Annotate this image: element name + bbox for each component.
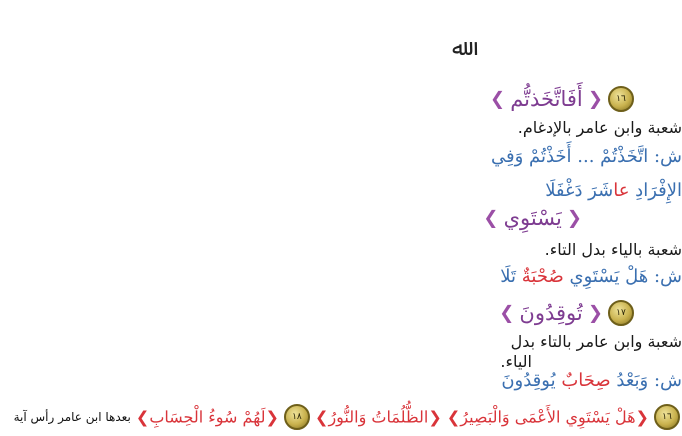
reader-code: عا: [613, 180, 630, 201]
ornament-bracket-right: ❮: [566, 207, 582, 229]
ornamental-heading-glyph: ﷲ: [452, 36, 465, 61]
quranic-word: أَفَاتَّخَذتُّم: [510, 87, 583, 111]
entry-3-note-line-2: الياء.: [500, 352, 532, 371]
ornament-bracket-left: ❯: [135, 407, 150, 427]
verse-number-badge: ١٨: [284, 404, 310, 430]
quranic-word: يَسْتَوِي: [503, 206, 562, 230]
ornament-bracket-left: ❯: [483, 207, 499, 229]
poem-text: تَلَا: [500, 266, 517, 287]
entry-1-header: [490, 86, 634, 112]
poem-text: شَرَ دَغْفَلَا: [545, 180, 614, 201]
verse-phrase: هَلْ يَسْتَوِي الأَعْمَى وَالْبَصِيرُ: [460, 407, 636, 427]
ornament-bracket-left: ❯: [499, 302, 515, 324]
ornament-bracket-left: ❯: [315, 407, 329, 427]
entry-1-poem-line-2: [545, 180, 682, 201]
verse-number-badge: ١٦: [608, 86, 634, 112]
poem-text: ش: وَبَعْدُ: [616, 370, 682, 391]
ornament-bracket-right: ❮: [635, 407, 649, 427]
entry-1-note: شعبة وابن عامر بالإدغام.: [517, 118, 682, 137]
entry-3-note-line-1: شعبة وابن عامر بالتاء بدل: [510, 332, 682, 351]
verse-number-badge: ١٧: [608, 300, 634, 326]
entry-2-poem: [500, 266, 682, 287]
ornament-bracket-right: ❮: [587, 88, 603, 110]
poem-text: الإِفْرَادِ: [635, 180, 682, 201]
reader-code: صُحْبَةٌ: [521, 266, 564, 287]
ornament-bracket-left: ❯: [490, 88, 506, 110]
quranic-word: تُوقِدُونَ: [519, 301, 583, 325]
reader-code: صِحَابٌ: [561, 370, 611, 391]
entry-1-poem-line-1: ش: اتَّخَذْتُمْ ... أَخَذْتُمْ وَفِي: [490, 146, 682, 167]
entry-3-header: [499, 300, 634, 326]
ornament-bracket-right: ❮: [587, 302, 603, 324]
verse-phrase: الظُّلُمَاتُ وَالنُّورُ: [328, 407, 429, 427]
ornament-bracket-right: ❮: [265, 407, 279, 427]
verse-phrase: لَهُمْ سُوءُ الْحِسَابِ: [149, 407, 266, 427]
ornament-bracket-left: ❯: [446, 407, 461, 427]
entry-2-note: شعبة بالياء بدل التاء.: [544, 240, 682, 259]
bottom-verse-line: [14, 404, 680, 430]
poem-text: ش: هَلْ يَسْتَوِي: [569, 266, 682, 287]
verse-number-badge: ١٦: [654, 404, 680, 430]
entry-2-header: [483, 206, 582, 230]
marginal-note: بعدها ابن عامر رأس آية: [13, 410, 131, 424]
poem-text: يُوقِدُونَ: [501, 370, 556, 391]
entry-3-poem: [501, 370, 682, 391]
ornament-bracket-right: ❮: [428, 407, 442, 427]
